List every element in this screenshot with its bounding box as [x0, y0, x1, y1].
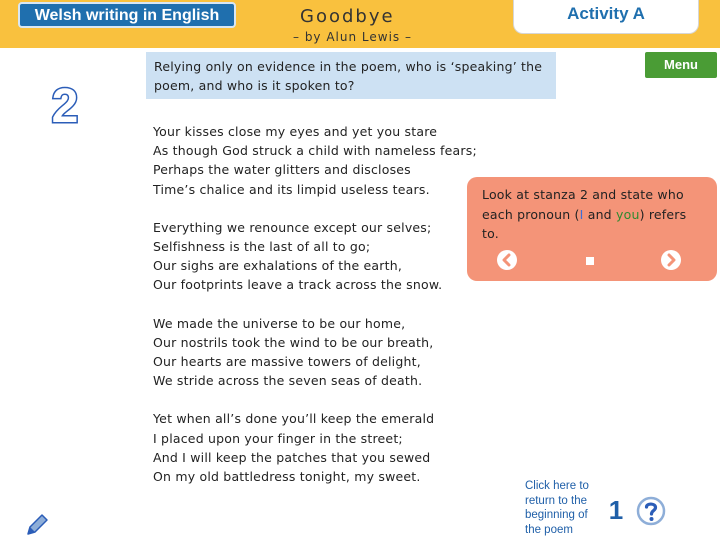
- poem-line: Our nostrils took the wind to be our breath,: [153, 334, 434, 350]
- chevron-right-icon[interactable]: [661, 250, 681, 270]
- poem-line: We stride across the seven seas of death.: [153, 373, 423, 389]
- poem-line: On my old battledress tonight, my sweet.: [153, 469, 421, 485]
- brand-label[interactable]: Welsh writing in English: [18, 2, 236, 28]
- poem-line: Yet when all’s done you’ll keep the emerald: [153, 411, 435, 427]
- poem-line: As though God struck a child with nameless fears;: [153, 143, 477, 159]
- poem-line: And I will keep the patches that you sewed: [153, 449, 431, 465]
- restart-link[interactable]: Click here to return to the beginning of the poem: [525, 480, 589, 536]
- question-box: Relying only on evidence in the poem, who is ‘speaking’ the poem, and who is it spoken to?: [146, 52, 556, 99]
- poem-line: I placed upon your finger in the street;: [153, 430, 403, 446]
- chevron-left-icon[interactable]: [497, 250, 517, 270]
- stanza-1: [153, 122, 477, 199]
- menu-button[interactable]: Menu: [645, 52, 717, 78]
- pencil-icon[interactable]: [24, 512, 50, 538]
- step-number: 2: [51, 80, 79, 128]
- poem-text: [153, 122, 477, 505]
- activity-tab[interactable]: Activity A: [513, 0, 699, 34]
- poem-line: Everything we renounce except our selves;: [153, 219, 432, 235]
- slide-indicator: [586, 257, 594, 265]
- poem-line: Our hearts are massive towers of delight,: [153, 354, 421, 370]
- page-title: Goodbye: [300, 6, 395, 27]
- task-text: ) refers to.: [482, 206, 687, 241]
- poem-line: Our footprints leave a track across the snow.: [153, 277, 443, 293]
- poem-line: Your kisses close my eyes and yet you stare: [153, 124, 438, 139]
- step-one-icon[interactable]: [606, 497, 626, 523]
- question-icon[interactable]: [636, 496, 666, 526]
- pronoun-you: you: [616, 206, 640, 222]
- step-one-number: 1: [608, 497, 624, 523]
- poem-line: Time’s chalice and its limpid useless tears.: [153, 181, 430, 197]
- step-number-icon: [50, 80, 80, 128]
- poem-line: Perhaps the water glitters and discloses: [153, 162, 411, 178]
- task-text: Look at stanza 2 and state who each pronoun (: [482, 187, 684, 222]
- stanza-2: [153, 218, 477, 295]
- stanza-3: [153, 314, 477, 391]
- stanza-4: [153, 409, 477, 486]
- page-subtitle: – by Alun Lewis –: [293, 30, 412, 44]
- poem-line: We made the universe to be our home,: [153, 315, 406, 331]
- pronoun-i: I: [579, 206, 584, 222]
- poem-line: Our sighs are exhalations of the earth,: [153, 258, 402, 274]
- task-text: and: [583, 206, 616, 222]
- poem-line: Selfishness is the last of all to go;: [153, 239, 371, 255]
